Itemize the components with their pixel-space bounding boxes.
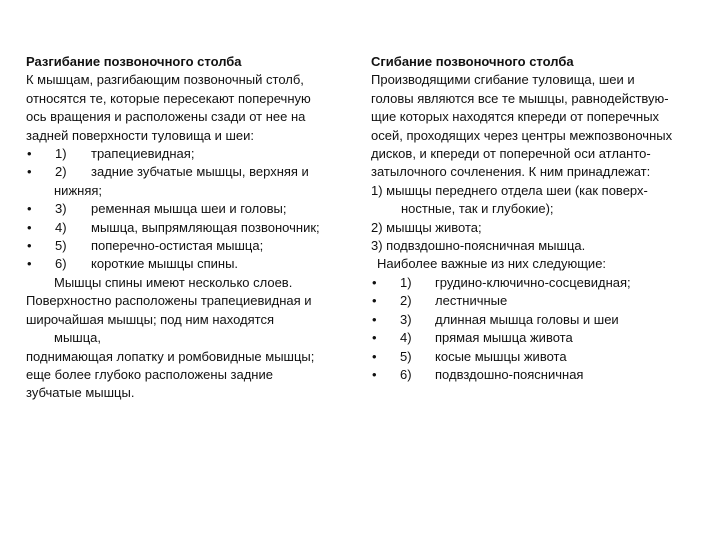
list-item-text: задние зубчатые мышцы, верхняя и [91,164,309,180]
list-item-text: трапециевидная; [91,146,195,162]
list-item-number: 4) [55,219,67,235]
list-item-number: 5) [55,238,67,254]
right-intro-line: затылочного сочленения. К ним принадлежат: [371,164,651,180]
list-item-text: лестничные [435,293,508,309]
left-intro-line: задней поверхности туловища и шеи: [26,127,255,143]
left-outro-line: зубчатые мышцы. [26,385,135,401]
bullet-icon: • [27,201,32,217]
list-item-number: 2) [400,293,412,309]
right-intro-line: дисков, и кпереди от поперечной оси атланто- [371,146,651,162]
list-item-text: короткие мышцы спины. [91,256,239,272]
list-item [371,366,706,384]
right-intro-line: Производящими сгибание туловища, шеи и [371,72,635,88]
list-item-number: 2) [55,164,67,180]
list-item-text: поперечно-остистая мышца; [91,238,264,254]
list-item [26,200,356,218]
bullet-icon: • [27,256,32,272]
left-column [26,53,356,403]
right-lead-line: Наиболее важные из них следующие: [377,256,607,272]
list-item [26,255,356,273]
right-list-line: 2) мышцы живота; [371,219,482,235]
list-item-text: подвздошно-поясничная [435,366,584,382]
list-item [371,348,706,366]
list-item-text: грудино-ключично-сосцевидная; [435,274,631,290]
bullet-icon: • [27,164,32,180]
bullet-icon: • [372,311,377,327]
list-item-text: косые мышцы живота [435,348,567,364]
bullet-icon: • [372,330,377,346]
left-outro-line: еще более глубоко расположены задние [26,366,273,382]
bullet-icon: • [27,238,32,254]
list-item-text: прямая мышца живота [435,330,573,346]
list-item [371,292,706,310]
list-item-number: 4) [400,330,412,346]
right-intro-line: щие которых находятся кпереди от поперечных [371,109,660,125]
right-list-line: 3) подвздошно-поясничная мышца. [371,238,586,254]
left-outro-line: Мышцы спины имеют несколько слоев. [54,274,293,290]
list-item-text: длинная мышца головы и шеи [435,311,619,327]
list-item [26,145,356,163]
left-intro-line: относятся те, которые пересекают поперечную [26,90,311,106]
right-intro-line: головы являются все те мышцы, равнодействую- [371,90,669,106]
list-item-number: 3) [55,201,67,217]
left-intro-line: К мышцам, разгибающим позвоночный столб, [26,72,304,88]
left-outro-line: Поверхностно расположены трапециевидная и [26,293,312,309]
list-item [26,219,356,237]
bullet-icon: • [372,293,377,309]
left-title: Разгибание позвоночного столба [26,54,242,69]
list-item-number: 1) [55,146,67,162]
right-intro-line: осей, проходящих через центры межпозвоночных [371,127,673,143]
list-item-text: мышца, выпрямляющая позвоночник; [91,219,320,235]
bullet-icon: • [27,219,32,235]
bullet-icon: • [372,348,377,364]
left-outro-line: широчайшая мышцы; под ним находятся [26,311,275,327]
left-outro-line: поднимающая лопатку и ромбовидные мышцы; [26,348,315,364]
list-item [371,274,706,292]
left-outro-line: мышца, [54,330,101,346]
list-item [371,311,706,329]
right-list-continuation: ностные, так и глубокие); [401,201,554,217]
bullet-icon: • [372,274,377,290]
right-list-line: 1) мышцы переднего отдела шеи (как поверх- [371,182,648,198]
list-item-number: 6) [400,366,412,382]
list-item [371,329,706,347]
left-intro-line: ось вращения и расположены сзади от нее на [26,109,306,125]
right-title: Сгибание позвоночного столба [371,54,574,69]
list-item-continuation: нижняя; [54,182,103,198]
right-column [371,53,706,384]
list-item-text: ременная мышца шеи и головы; [91,201,287,217]
bullet-icon: • [27,146,32,162]
list-item-number: 3) [400,311,412,327]
bullet-icon: • [372,366,377,382]
list-item-number: 1) [400,274,412,290]
list-item [26,237,356,255]
list-item-number: 6) [55,256,67,272]
list-item-number: 5) [400,348,412,364]
list-item [26,163,356,181]
